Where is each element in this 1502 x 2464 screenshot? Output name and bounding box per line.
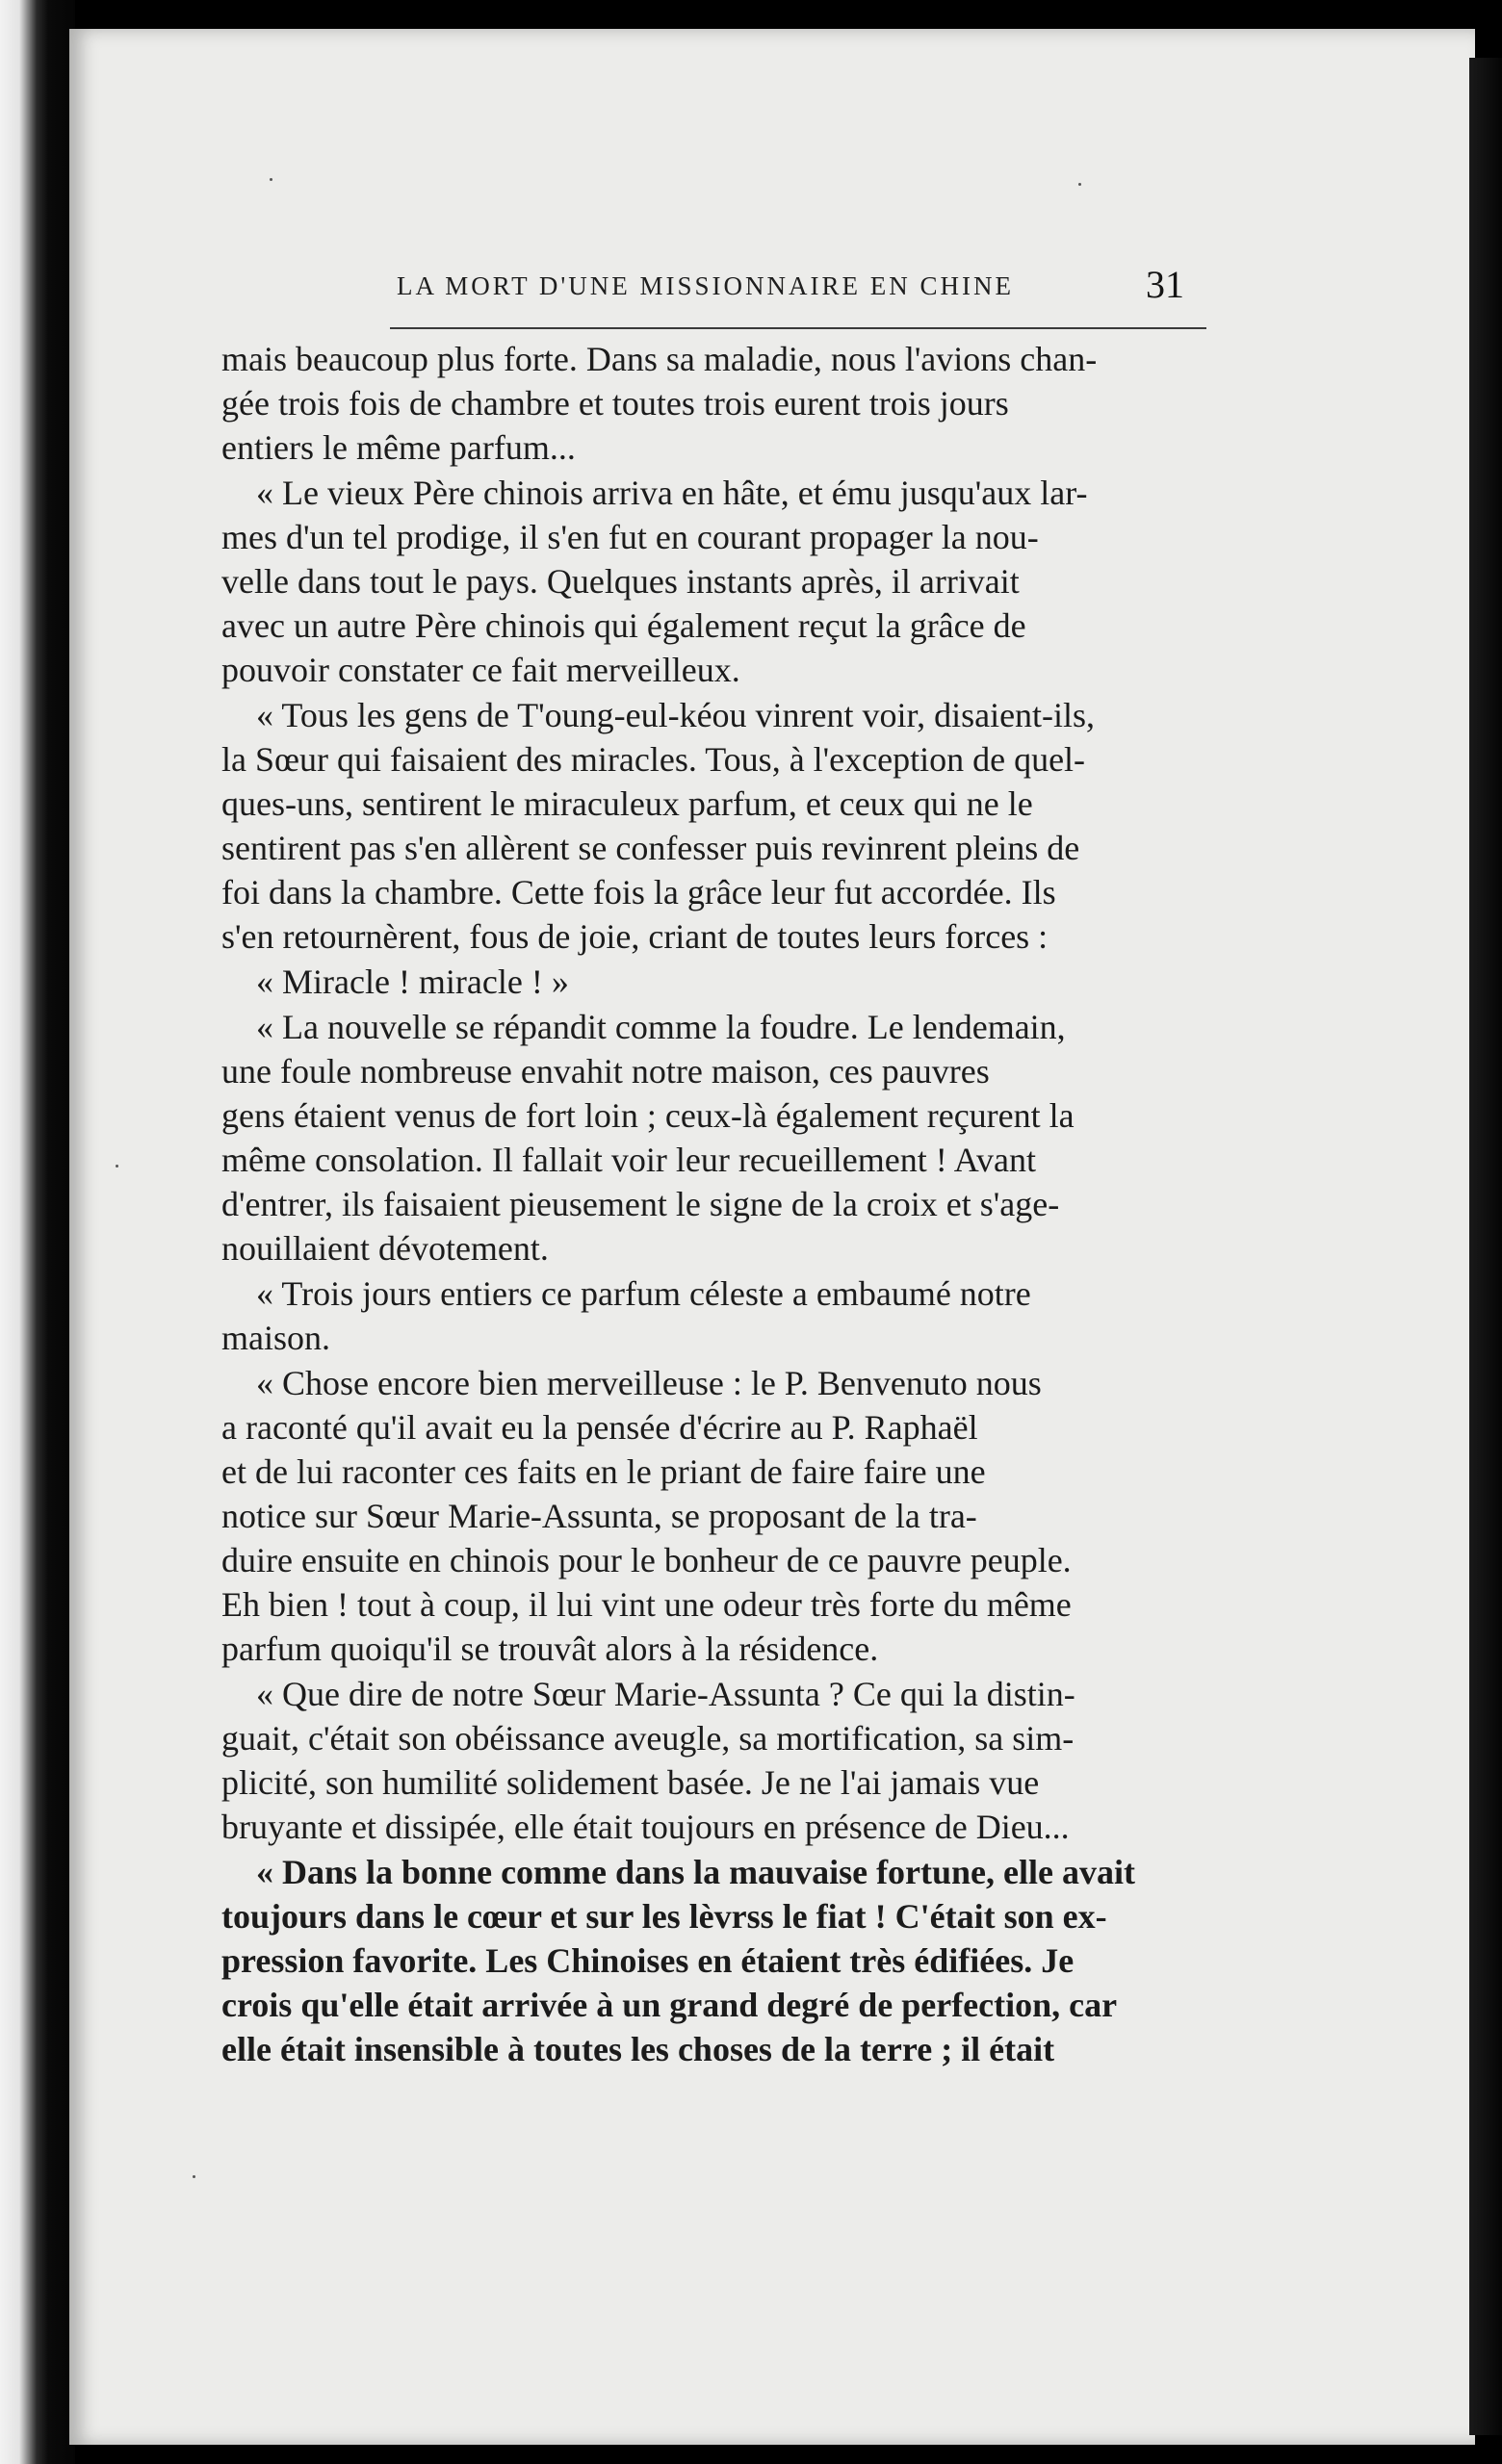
- scan-speck: [116, 1165, 118, 1168]
- paragraph: « Le vieux Père chinois arriva en hâte, et ému jusqu'aux lar- mes d'un tel prodige, il s'en fut en courant propager la nou- velle dans tout le pays. Quelques instants après, il arrivait avec un autre Père chinois qui également reçut la grâce de pouvoir constater ce fait merveilleux.: [221, 474, 1088, 689]
- page-number: 31: [1146, 263, 1184, 306]
- scan-speck: [193, 2175, 195, 2178]
- book-binding-edge: [0, 0, 75, 2464]
- page-right-edge: [1469, 58, 1502, 2435]
- scan-speck: [1078, 183, 1081, 186]
- body-text: [221, 337, 1188, 2072]
- paragraph: « Dans la bonne comme dans la mauvaise fortune, elle avait toujours dans le cœur et sur les lèvrss le fiat ! C'était son ex- pression favorite. Les Chinoises en étaient très édifiées. Je crois qu'elle était arrivée à un grand degré de perfection, car elle était insensible à toutes les choses de la terre ; il était: [221, 1853, 1135, 2068]
- paragraph: « Que dire de notre Sœur Marie-Assunta ? Ce qui la distin- guait, c'était son obéissance aveugle, sa mortification, sa sim- plicité, son humilité solidement basée. Je ne l'ai jamais vue bruyante et dissipée, elle était toujours en présence de Dieu...: [221, 1675, 1075, 1846]
- paragraph: « Miracle ! miracle ! »: [256, 962, 569, 1001]
- paragraph: « Tous les gens de T'oung-eul-kéou vinrent voir, disaient-ils, la Sœur qui faisaient des miracles. Tous, à l'exception de quel- ques-uns, sentirent le miraculeux parfum, et ceux qui ne le sentirent pas s'en allèrent se confesser puis revinrent pleins de foi dans la chambre. Cette fois la grâce leur fut accordée. Ils s'en retournèrent, fous de joie, criant de toutes leurs forces :: [221, 696, 1096, 956]
- running-header-title: LA MORT D'UNE MISSIONNAIRE EN CHINE: [397, 271, 1014, 300]
- paragraph: « Trois jours entiers ce parfum céleste a embaumé notre maison.: [221, 1274, 1031, 1357]
- paragraph: « La nouvelle se répandit comme la foudre. Le lendemain, une foule nombreuse envahit notre maison, ces pauvres gens étaient venus de fort loin ; ceux-là également reçurent la même consolation. Il fallait voir leur recueillement ! Avant d'entrer, ils faisaient pieusement le signe de la croix et s'age- nouillaient dévotement.: [221, 1008, 1075, 1268]
- header-rule: [390, 327, 1206, 329]
- paragraph: mais beaucoup plus forte. Dans sa maladie, nous l'avions chan- gée trois fois de chambre et toutes trois eurent trois jours entiers le même parfum...: [221, 340, 1098, 467]
- scan-speck: [270, 178, 272, 181]
- paragraph: « Chose encore bien merveilleuse : le P. Benvenuto nous a raconté qu'il avait eu la pensée d'écrire au P. Raphaël et de lui raconter ces faits en le priant de faire faire une notice sur Sœur Marie-Assunta, se proposant de la tra- duire ensuite en chinois pour le bonheur de ce pauvre peuple. Eh bien ! tout à coup, il lui vint une odeur très forte du même parfum quoiqu'il se trouvât alors à la résidence.: [221, 1364, 1072, 1668]
